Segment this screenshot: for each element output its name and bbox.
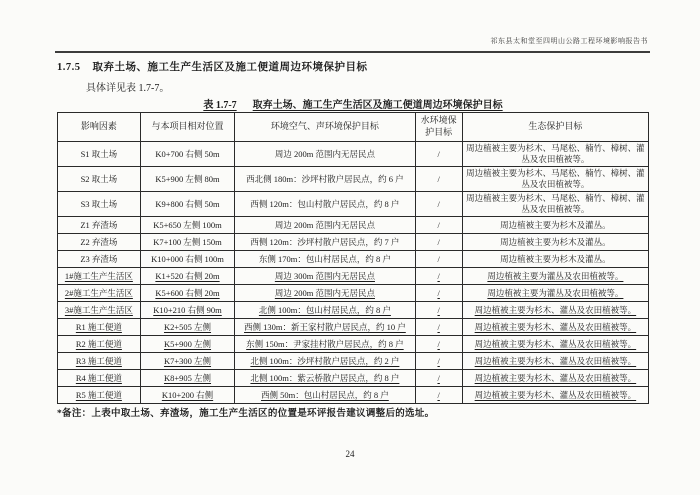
- cell-factor: S1 取土场: [58, 142, 141, 167]
- cell-factor: R3 施工便道: [58, 353, 141, 370]
- cell-factor: 3#施工生产生活区: [58, 302, 141, 319]
- table-row: [58, 251, 649, 268]
- cell-eco: 周边植被主要为灌丛及农田植被等。: [462, 268, 648, 285]
- cell-position: K2+505 左侧: [140, 319, 235, 336]
- cell-eco: 周边植被主要为杉木及灌丛。: [462, 217, 648, 234]
- cell-factor: Z3 弃渣场: [58, 251, 141, 268]
- table-row: [58, 285, 649, 302]
- col-header-air-noise: 环境空气、声环境保护目标: [235, 113, 415, 142]
- cell-water: /: [415, 167, 462, 192]
- cell-eco: 周边植被主要为杉木及灌丛。: [462, 234, 648, 251]
- cell-water: /: [415, 192, 462, 217]
- footnote: *备注：上表中取土场、弃渣场，施工生产生活区的位置是环评报告建议调整后的选址。: [57, 409, 435, 419]
- cell-factor: 2#施工生产生活区: [58, 285, 141, 302]
- table-title-text: 取弃土场、施工生产生活区及施工便道周边环境保护目标: [252, 100, 503, 111]
- section-heading: [57, 59, 368, 74]
- table-row: [58, 387, 649, 404]
- cell-eco: 周边植被主要为杉木、灌丛及农田植被等。: [462, 353, 648, 370]
- protection-targets-table: [57, 112, 649, 404]
- table-row: [58, 217, 649, 234]
- table-body: [58, 142, 649, 404]
- cell-air-noise: 周边 200m 范围内无居民点: [235, 285, 415, 302]
- cell-eco: 周边植被主要为杉木、灌丛及农田植被等。: [462, 336, 648, 353]
- cell-water: /: [415, 285, 462, 302]
- cell-water: /: [415, 336, 462, 353]
- table-label: 表 1.7-7: [203, 100, 237, 111]
- cell-factor: 1#施工生产生活区: [58, 268, 141, 285]
- cell-position: K5+650 左侧 100m: [140, 217, 235, 234]
- cell-position: K7+100 左侧 150m: [140, 234, 235, 251]
- cell-eco: 周边植被主要为杉木、马尾松、楠竹、樟树、灌丛及农田植被等。: [462, 167, 648, 192]
- cell-air-noise: 北侧 100m：紫云桥散户居民点，约 8 户: [235, 370, 415, 387]
- cell-eco: 周边植被主要为杉木、马尾松、楠竹、樟树、灌丛及农田植被等。: [462, 142, 648, 167]
- cell-eco: 周边植被主要为杉木及灌丛。: [462, 251, 648, 268]
- cell-air-noise: 周边 200m 范围内无居民点: [235, 142, 415, 167]
- cell-position: K5+900 左侧 80m: [140, 167, 235, 192]
- page-number: 24: [345, 449, 355, 459]
- cell-air-noise: 周边 300m 范围内无居民点: [235, 268, 415, 285]
- cell-position: K10+210 右侧 90m: [140, 302, 235, 319]
- cell-factor: S3 取土场: [58, 192, 141, 217]
- table-header-row: [58, 113, 649, 142]
- cell-water: /: [415, 234, 462, 251]
- table-row: [58, 167, 649, 192]
- cell-water: /: [415, 387, 462, 404]
- cell-factor: S2 取土场: [58, 167, 141, 192]
- cell-eco: 周边植被主要为杉木、马尾松、楠竹、樟树、灌丛及农田植被等。: [462, 192, 648, 217]
- cell-water: /: [415, 370, 462, 387]
- cell-position: K5+600 右侧 20m: [140, 285, 235, 302]
- running-head: 祁东县太和堂至四明山公路工程环境影响报告书: [490, 37, 648, 45]
- cell-eco: 周边植被主要为杉木、灌丛及农田植被等。: [462, 387, 648, 404]
- cell-eco: 周边植被主要为杉木、灌丛及农田植被等。: [462, 302, 648, 319]
- cell-position: K1+520 右侧 20m: [140, 268, 235, 285]
- table-row: [58, 319, 649, 336]
- header-rule: [55, 51, 650, 53]
- cell-air-noise: 北侧 100m：沙坪村散户居民点，约 2 户: [235, 353, 415, 370]
- cell-eco: 周边植被主要为杉木、灌丛及农田植被等。: [462, 319, 648, 336]
- table-title: [57, 96, 649, 111]
- cell-position: K9+800 右侧 50m: [140, 192, 235, 217]
- cell-water: /: [415, 302, 462, 319]
- col-header-eco: 生态保护目标: [462, 113, 648, 142]
- cell-factor: Z2 弃渣场: [58, 234, 141, 251]
- table-row: [58, 142, 649, 167]
- cell-air-noise: 北侧 100m：包山村居民点，约 8 户: [235, 302, 415, 319]
- cell-position: K5+900 左侧: [140, 336, 235, 353]
- cell-air-noise: 东侧 170m：包山村居民点，约 8 户: [235, 251, 415, 268]
- cell-water: /: [415, 217, 462, 234]
- cell-factor: R2 施工便道: [58, 336, 141, 353]
- cell-position: K8+905 左侧: [140, 370, 235, 387]
- cell-eco: 周边植被主要为杉木、灌丛及农田植被等。: [462, 370, 648, 387]
- table-row: [58, 268, 649, 285]
- col-header-water: 水环境保护目标: [415, 113, 462, 142]
- cell-air-noise: 西北侧 180m：沙坪村散户居民点，约 6 户: [235, 167, 415, 192]
- table-row: [58, 234, 649, 251]
- cell-water: /: [415, 353, 462, 370]
- cell-water: /: [415, 319, 462, 336]
- cell-factor: R1 施工便道: [58, 319, 141, 336]
- section-title: 取弃土场、施工生产生活区及施工便道周边环境保护目标: [92, 62, 368, 73]
- intro-paragraph: 具体详见表 1.7-7。: [86, 83, 170, 94]
- table-row: [58, 353, 649, 370]
- cell-air-noise: 西侧 120m：沙坪村散户居民点，约 7 户: [235, 234, 415, 251]
- cell-air-noise: 西侧 50m：包山村居民点，约 8 户: [235, 387, 415, 404]
- section-number: 1.7.5: [57, 62, 81, 73]
- table-row: [58, 192, 649, 217]
- cell-position: K0+700 右侧 50m: [140, 142, 235, 167]
- table-row: [58, 336, 649, 353]
- cell-air-noise: 西侧 130m：新王家村散户居民点，约 10 户: [235, 319, 415, 336]
- cell-air-noise: 西侧 120m：包山村散户居民点，约 8 户: [235, 192, 415, 217]
- cell-water: /: [415, 142, 462, 167]
- cell-air-noise: 东侧 150m：尹家挂村散户居民点，约 8 户: [235, 336, 415, 353]
- cell-air-noise: 周边 200m 范围内无居民点: [235, 217, 415, 234]
- cell-factor: R4 施工便道: [58, 370, 141, 387]
- cell-position: K10+200 右侧: [140, 387, 235, 404]
- cell-water: /: [415, 251, 462, 268]
- table-row: [58, 302, 649, 319]
- col-header-factor: 影响因素: [58, 113, 141, 142]
- cell-water: /: [415, 268, 462, 285]
- cell-position: K10+000 右侧 100m: [140, 251, 235, 268]
- cell-factor: R5 施工便道: [58, 387, 141, 404]
- cell-factor: Z1 弃渣场: [58, 217, 141, 234]
- cell-eco: 周边植被主要为灌丛及农田植被等。: [462, 285, 648, 302]
- col-header-position: 与本项目相对位置: [140, 113, 235, 142]
- cell-position: K7+300 左侧: [140, 353, 235, 370]
- table-row: [58, 370, 649, 387]
